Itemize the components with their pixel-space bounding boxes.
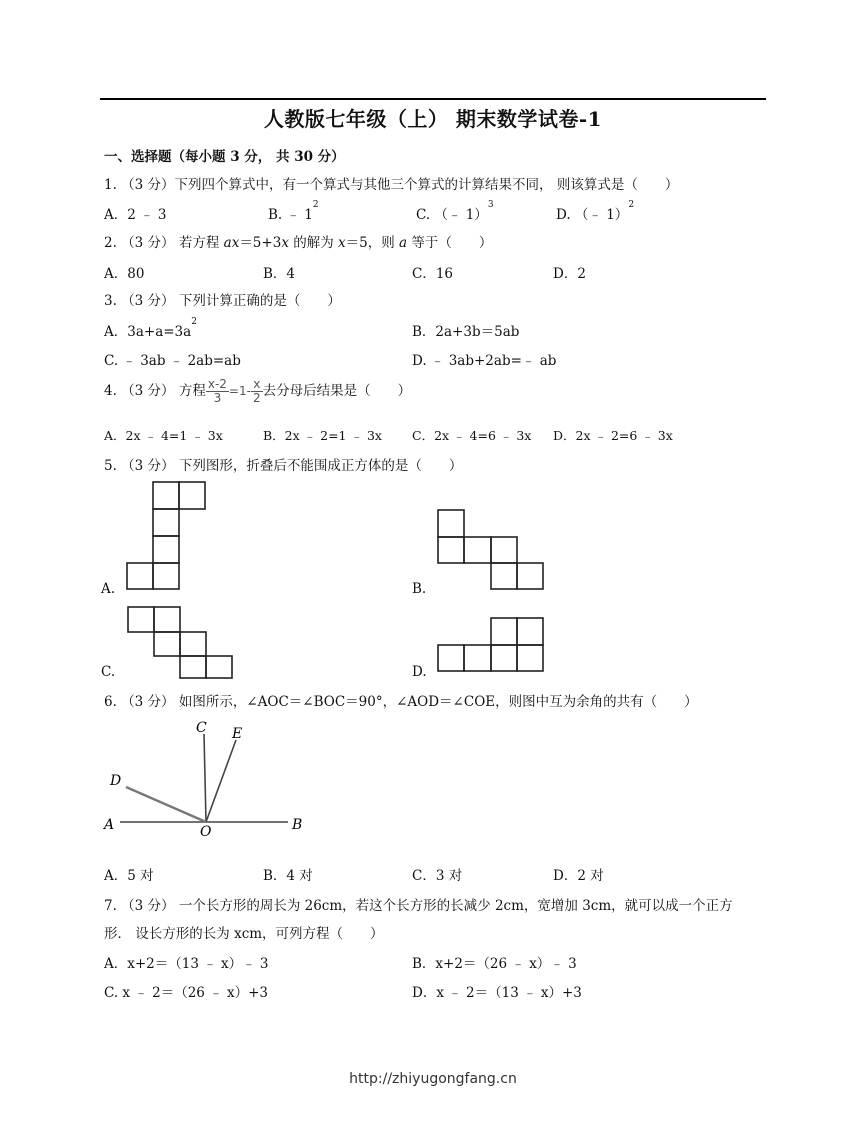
label-e: E — [232, 726, 243, 742]
label-o: O — [200, 824, 212, 840]
fraction-1: $\frac{x-2}{3}$ — [207, 377, 227, 405]
question-4-option-c: C．2x ﹣ 4=6 ﹣ 3x — [412, 428, 532, 443]
question-1-option-a: A．2 ﹣ 3 — [104, 207, 167, 223]
question-7-stem-line-2: 形． 设长方形的长为 xcm，可列方程（ ） — [104, 926, 384, 942]
question-1-option-b: B. ﹣ $1^2$ — [268, 200, 319, 223]
label-b: B — [292, 817, 303, 833]
question-2-option-b: B．4 — [263, 266, 296, 282]
ray-od — [126, 787, 206, 822]
question-3-option-d: D. ﹣ 3ab+2ab=﹣ ab — [412, 353, 557, 369]
question-4-stem: 4. （3 分） 方程 $\frac{x-2}{3}$ =1- $\frac{x}{2}$ 去分母后结果是（ ） — [104, 377, 412, 405]
ray-oe — [206, 740, 236, 822]
question-5-option-b: B. — [412, 581, 427, 597]
question-2-option-c: C．16 — [412, 266, 454, 282]
question-4-option-d: D．2x ﹣ 2=6 ﹣ 3x — [553, 428, 673, 443]
cube-net-a — [120, 478, 220, 593]
question-7-stem-line-1: 7. （3 分） 一个长方形的周长为 26cm，若这个长方形的长减少 2cm，宽增加 3cm，就可以成一个正方 — [104, 898, 733, 914]
question-2-stem: 2. （3 分） 若方程 ax＝5+3x 的解为 x＝5，则 a 等于（ ） — [104, 235, 493, 251]
fraction-2: $\frac{x}{2}$ — [252, 377, 261, 405]
question-6-option-d: D．2 对 — [553, 868, 604, 884]
page-title: 人教版七年级（上） 期末数学试卷-1 — [263, 107, 603, 131]
question-1-option-d: D. （﹣ 1）$^2$ — [556, 200, 635, 223]
question-6-stem: 6. （3 分） 如图所示，∠AOC＝∠BOC＝90°，∠AOD＝∠COE，则图中互为余角的共有（ ） — [104, 694, 698, 710]
cube-net-c — [124, 603, 236, 678]
question-3-option-c: C. ﹣ 3ab ﹣ 2ab=ab — [104, 353, 241, 369]
question-4-option-b: B．2x ﹣ 2=1 ﹣ 3x — [263, 428, 382, 443]
angle-diagram — [100, 712, 320, 842]
section-heading: 一、选择题（每小题 3 分， 共 30 分） — [104, 149, 345, 165]
ray-oc — [204, 734, 206, 822]
label-d: D — [110, 773, 122, 789]
footer-url: http://zhiyugongfang.cn — [349, 1071, 517, 1087]
question-6-option-b: B．4 对 — [263, 868, 313, 884]
question-7-option-a: A．x+2＝（13 ﹣ x）﹣ 3 — [104, 956, 269, 972]
question-3-option-b: B．2a+3b＝5ab — [412, 324, 520, 340]
label-a: A — [104, 817, 115, 833]
question-2-option-a: A．80 — [104, 266, 145, 282]
question-4-option-a: A．2x ﹣ 4=1 ﹣ 3x — [104, 428, 223, 443]
question-7-option-b: B．x+2＝（26 ﹣ x）﹣ 3 — [412, 956, 577, 972]
question-5-stem: 5. （3 分） 下列图形，折叠后不能围成正方体的是（ ） — [104, 458, 463, 474]
label-c: C — [196, 720, 207, 736]
question-7-option-d: D．x ﹣ 2＝（13 ﹣ x）+3 — [412, 985, 582, 1001]
question-6-option-c: C．3 对 — [412, 868, 463, 884]
cube-net-d — [434, 614, 549, 674]
question-5-option-a: A. — [101, 581, 116, 597]
header-rule — [100, 98, 766, 100]
question-5-option-d: D. — [412, 664, 427, 680]
question-1-option-c: C. （﹣ 1）$^3$ — [416, 200, 494, 223]
question-6-option-a: A．5 对 — [104, 868, 154, 884]
question-3-option-a: A．$3a+a=3a^2$ — [104, 317, 197, 340]
question-7-option-c: C. x ﹣ 2＝（26 ﹣ x）+3 — [104, 985, 268, 1001]
question-3-stem: 3. （3 分） 下列计算正确的是（ ） — [104, 293, 341, 309]
question-1-stem: 1. （3 分）下列四个算式中，有一个算式与其他三个算式的计算结果不同， 则该算式是（ ） — [104, 177, 679, 193]
cube-net-b — [434, 506, 549, 591]
question-2-option-d: D．2 — [553, 266, 586, 282]
question-5-option-c: C. — [101, 664, 116, 680]
